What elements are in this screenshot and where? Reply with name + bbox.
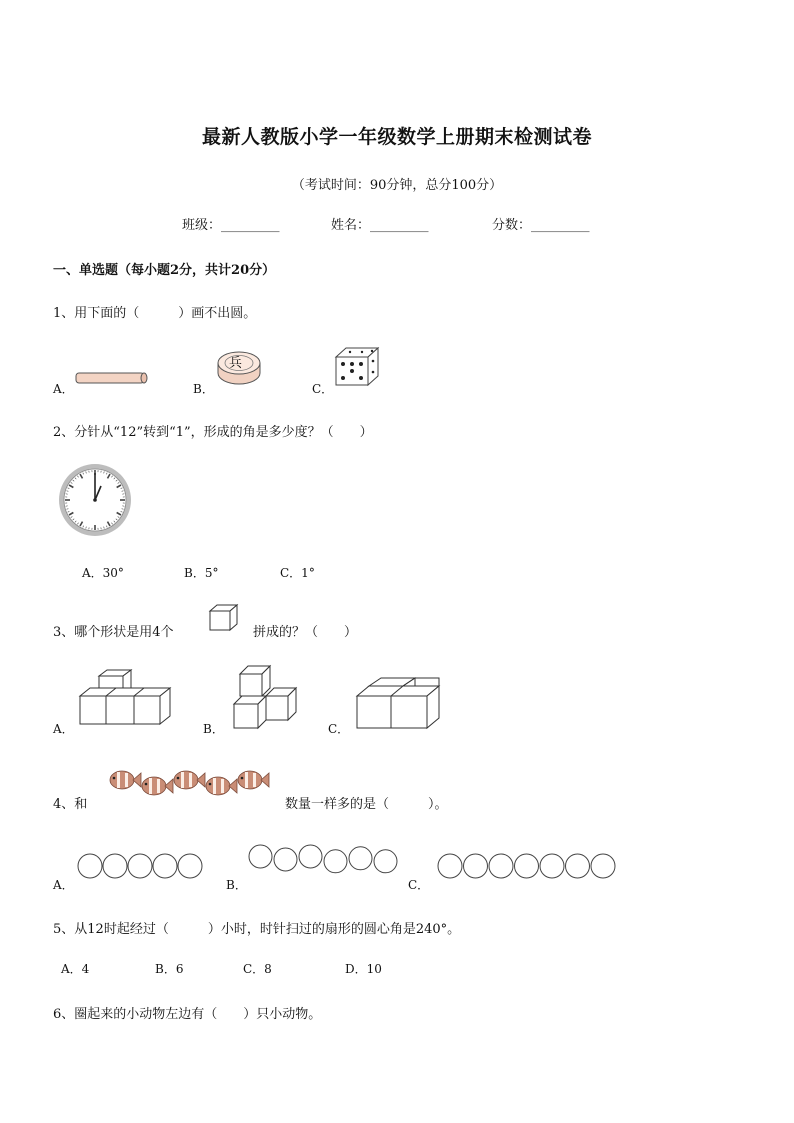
question-2-text: 2、分针从“12”转到“1”，形成的角是多少度？（ ） xyxy=(53,425,373,440)
dice-image xyxy=(334,345,382,387)
q3-option-c-label: C． xyxy=(328,722,350,736)
cube-shape-b xyxy=(232,662,302,730)
q5-option-b: B．6 xyxy=(155,962,184,976)
q3-option-a-label: A． xyxy=(53,722,74,736)
circle-shape xyxy=(374,850,397,873)
cube-shape-a xyxy=(78,670,174,728)
single-cube-image xyxy=(208,603,240,633)
q4-option-b-circles xyxy=(247,843,407,887)
fish-icon xyxy=(238,771,269,789)
circle-shape xyxy=(324,850,347,873)
q5-option-a: A．4 xyxy=(61,962,90,976)
circle-shape xyxy=(274,848,297,871)
fish-group-image xyxy=(104,764,272,804)
question-3-text-end: 拼成的？（ ） xyxy=(253,625,358,640)
q1-option-c-label: C． xyxy=(312,382,334,396)
q4-option-a-label: A． xyxy=(53,878,74,892)
circle-shape xyxy=(515,854,539,878)
section-heading: 一、单选题（每小题2分，共计20分） xyxy=(53,263,276,278)
q4-option-a-circles xyxy=(76,852,206,886)
name-field: 姓名：_________ xyxy=(331,218,429,233)
circle-shape xyxy=(299,845,322,868)
q2-option-a: A．30° xyxy=(82,566,124,580)
q1-option-a-label: A． xyxy=(53,382,74,396)
q5-option-d: D．10 xyxy=(345,962,382,976)
circle-shape xyxy=(591,854,615,878)
question-4-text-end: 数量一样多的是（ ）。 xyxy=(285,797,448,812)
circle-shape xyxy=(178,854,202,878)
chess-character: 兵 xyxy=(229,356,243,371)
q5-option-c: C．8 xyxy=(243,962,272,976)
circle-shape xyxy=(540,854,564,878)
question-3-text-start: 3、哪个形状是用4个 xyxy=(53,625,174,640)
q2-option-c: C．1° xyxy=(280,566,315,580)
circle-shape xyxy=(103,854,127,878)
stick-image xyxy=(74,368,154,388)
page-title: 最新人教版小学一年级数学上册期末检测试卷 xyxy=(201,126,592,148)
question-4-text-start: 4、和 xyxy=(53,797,88,812)
circle-shape xyxy=(566,854,590,878)
q2-option-b: B．5° xyxy=(184,566,219,580)
circle-shape xyxy=(153,854,177,878)
q3-option-b-label: B． xyxy=(203,722,224,736)
q4-option-b-label: B． xyxy=(226,878,247,892)
circle-shape xyxy=(438,854,462,878)
q4-option-c-label: C． xyxy=(408,878,430,892)
cube-shape-c xyxy=(355,676,443,732)
fish-icon xyxy=(142,777,173,795)
circle-shape xyxy=(489,854,513,878)
q1-option-b-label: B． xyxy=(193,382,214,396)
question-5-text: 5、从12时起经过（ ）小时，时针扫过的扇形的圆心角是240°。 xyxy=(53,922,461,937)
circle-shape xyxy=(464,854,488,878)
exam-subtitle: （考试时间：90分钟，总分100分） xyxy=(291,178,503,193)
fish-icon xyxy=(206,777,237,795)
question-6-text: 6、圈起来的小动物左边有（ ）只小动物。 xyxy=(53,1007,322,1022)
q4-option-c-circles xyxy=(436,852,618,886)
fish-icon xyxy=(174,771,205,789)
class-field: 班级：_________ xyxy=(182,218,280,233)
fish-icon xyxy=(110,771,141,789)
circle-shape xyxy=(249,845,272,868)
circle-shape xyxy=(78,854,102,878)
question-1-text: 1、用下面的（ ）画不出圆。 xyxy=(53,306,257,321)
circle-shape xyxy=(349,847,372,870)
circle-shape xyxy=(128,854,152,878)
score-field: 分数：_________ xyxy=(492,218,590,233)
clock-image xyxy=(57,462,133,538)
